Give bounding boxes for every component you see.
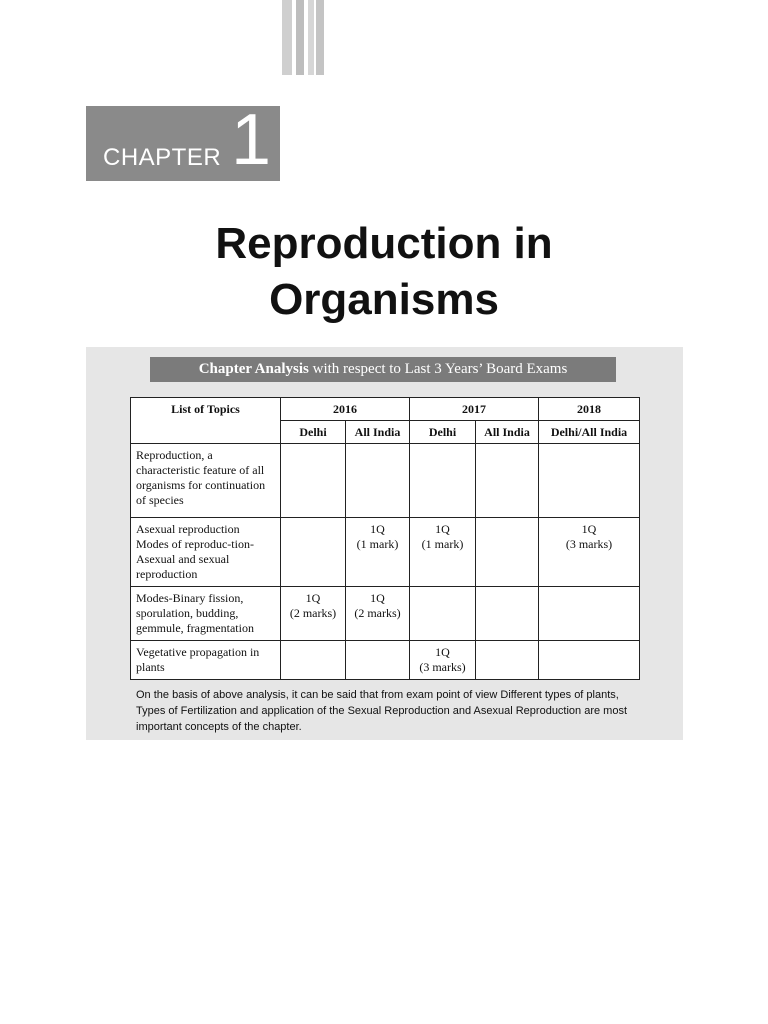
mark-value: (1 mark) xyxy=(356,537,399,551)
mark-cell xyxy=(539,641,640,680)
topic-cell: Vegetative propagation in plants xyxy=(131,641,281,680)
analysis-banner-rest: with respect to Last 3 Years’ Board Exams xyxy=(308,361,568,377)
mark-cell xyxy=(410,518,476,587)
mark-count: 1Q xyxy=(370,591,385,605)
mark-value: (2 marks) xyxy=(354,606,401,620)
subheader-cell: All India xyxy=(346,421,410,444)
chapter-heading-block xyxy=(86,100,280,181)
chapter-label: CHAPTER xyxy=(103,144,222,171)
mark-cell xyxy=(410,641,476,680)
mark-count: 1Q xyxy=(370,522,385,536)
topics-table xyxy=(130,397,640,680)
header-list-of-topics: List of Topics xyxy=(131,398,281,444)
mark-cell xyxy=(281,587,346,641)
mark-cell xyxy=(346,444,410,518)
mark-cell xyxy=(346,518,410,587)
decor-stripe xyxy=(308,0,314,75)
mark-value: (3 marks) xyxy=(419,660,466,674)
decor-stripe xyxy=(316,0,324,75)
subheader-cell: Delhi/All India xyxy=(539,421,640,444)
mark-value: (2 marks) xyxy=(289,606,337,620)
mark-count: 1Q xyxy=(305,591,321,605)
mark-count: 1Q xyxy=(435,522,450,536)
table-row xyxy=(131,444,640,518)
mark-cell xyxy=(476,518,539,587)
mark-cell xyxy=(476,587,539,641)
topic-cell: Asexual reproduction Modes of reproduc-tion-Asexual and sexual reproduction xyxy=(131,518,281,587)
chapter-title xyxy=(0,216,768,328)
mark-cell xyxy=(539,444,640,518)
mark-cell xyxy=(346,587,410,641)
analysis-banner xyxy=(150,357,616,382)
mark-cell xyxy=(281,518,346,587)
mark-count: 1Q xyxy=(435,645,450,659)
mark-cell xyxy=(476,444,539,518)
topic-cell: Modes-Binary fission, sporulation, budding, gemmule, fragmentation xyxy=(131,587,281,641)
mark-cell xyxy=(281,641,346,680)
mark-value: (3 marks) xyxy=(565,537,613,551)
mark-cell xyxy=(539,587,640,641)
subheader-cell: All India xyxy=(476,421,539,444)
header-year-2016: 2016 xyxy=(281,398,410,421)
subheader-cell: Delhi xyxy=(410,421,476,444)
chapter-title-line-1: Reproduction in xyxy=(215,219,553,268)
decor-stripe xyxy=(296,0,304,75)
subheader-cell: Delhi xyxy=(281,421,346,444)
analysis-banner-bold: Chapter Analysis xyxy=(198,361,309,377)
mark-count: 1Q xyxy=(581,522,597,536)
header-year-2018: 2018 xyxy=(539,398,640,421)
mark-cell xyxy=(410,444,476,518)
table-header-row xyxy=(131,398,640,421)
mark-cell xyxy=(539,518,640,587)
chapter-analysis-box xyxy=(86,347,683,740)
mark-value: (1 mark) xyxy=(421,537,464,551)
decor-stripe xyxy=(282,0,292,75)
analysis-note: On the basis of above analysis, it can be said that from exam point of view Different types of plants, Types of Fertilization and application of the Sexual Reproduction and Asexual Reproduction are most important concepts of the chapter. xyxy=(136,689,628,733)
mark-cell xyxy=(410,587,476,641)
table-row xyxy=(131,641,640,680)
table-row xyxy=(131,587,640,641)
mark-cell xyxy=(476,641,539,680)
table-row xyxy=(131,518,640,587)
header-year-2017: 2017 xyxy=(410,398,539,421)
topic-cell: Reproduction, a characteristic feature of all organisms for continuation of species xyxy=(131,444,281,518)
chapter-number: 1 xyxy=(231,100,272,180)
chapter-title-line-2: Organisms xyxy=(269,275,499,324)
mark-cell xyxy=(281,444,346,518)
mark-cell xyxy=(346,641,410,680)
